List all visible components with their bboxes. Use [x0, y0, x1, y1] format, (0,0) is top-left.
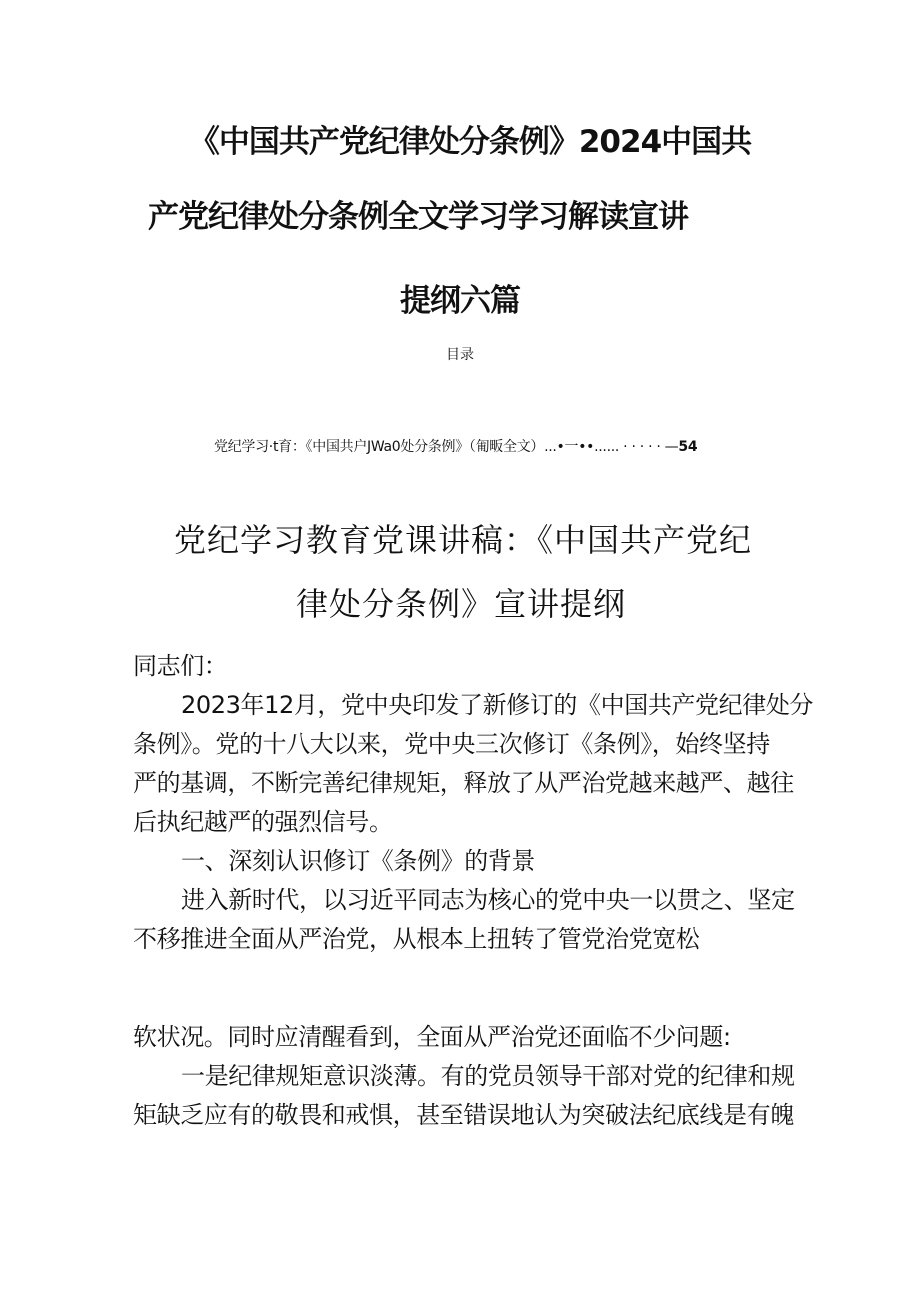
body-line: 一是纪律规矩意识淡薄。有的党员领导干部对党的纪律和规 — [181, 1062, 795, 1090]
section-title-line-2: 律处分条例》宣讲提纲 — [295, 585, 626, 623]
body-line: 一、深刻认识修订《条例》的背景 — [181, 847, 535, 875]
body-block-1 — [133, 647, 814, 959]
body-line: 不移推进全面从严治党，从根本上扭转了管党治党宽松 — [133, 925, 700, 953]
document-title-line-3: 提纲六篇 — [400, 283, 520, 319]
body-line: 2023年12月，党中央印发了新修订的《中国共产党纪律处分 — [181, 691, 814, 719]
toc-entry-text: 党纪学习·t育：《中国共户JWa0处分条例》（匍畈全文）...•一••...... · · · · · — — [214, 439, 679, 455]
body-block-2 — [133, 1018, 793, 1135]
body-line: 矩缺乏应有的敬畏和戒惧，甚至错误地认为突破法纪底线是有魄 — [133, 1101, 794, 1129]
body-line: 后执纪越严的强烈信号。 — [133, 808, 393, 836]
toc-heading: 目录 — [446, 347, 474, 363]
body-line: 同志们： — [133, 652, 228, 680]
body-line: 严的基调，不断完善纪律规矩，释放了从严治党越来越严、越往 — [133, 769, 794, 797]
body-line: 软状况。同时应清醒看到，全面从严治党还面临不少问题: — [133, 1023, 731, 1051]
document-title-line-2: 产党纪律处分条例全文学习学习解读宣讲 — [148, 199, 688, 235]
body-line: 进入新时代，以习近平同志为核心的党中央一以贯之、坚定 — [181, 886, 795, 914]
toc-entry-page: 54 — [678, 439, 698, 455]
body-line: 条例》。党的十八大以来，党中央三次修订《条例》，始终坚持 — [133, 730, 770, 758]
document-title-line-1: 《中国共产党纪律处分条例》2024中国共 — [188, 124, 752, 160]
section-title-line-1: 党纪学习教育党课讲稿：《中国共产党纪 — [173, 521, 752, 559]
toc-entry[interactable] — [214, 437, 697, 457]
